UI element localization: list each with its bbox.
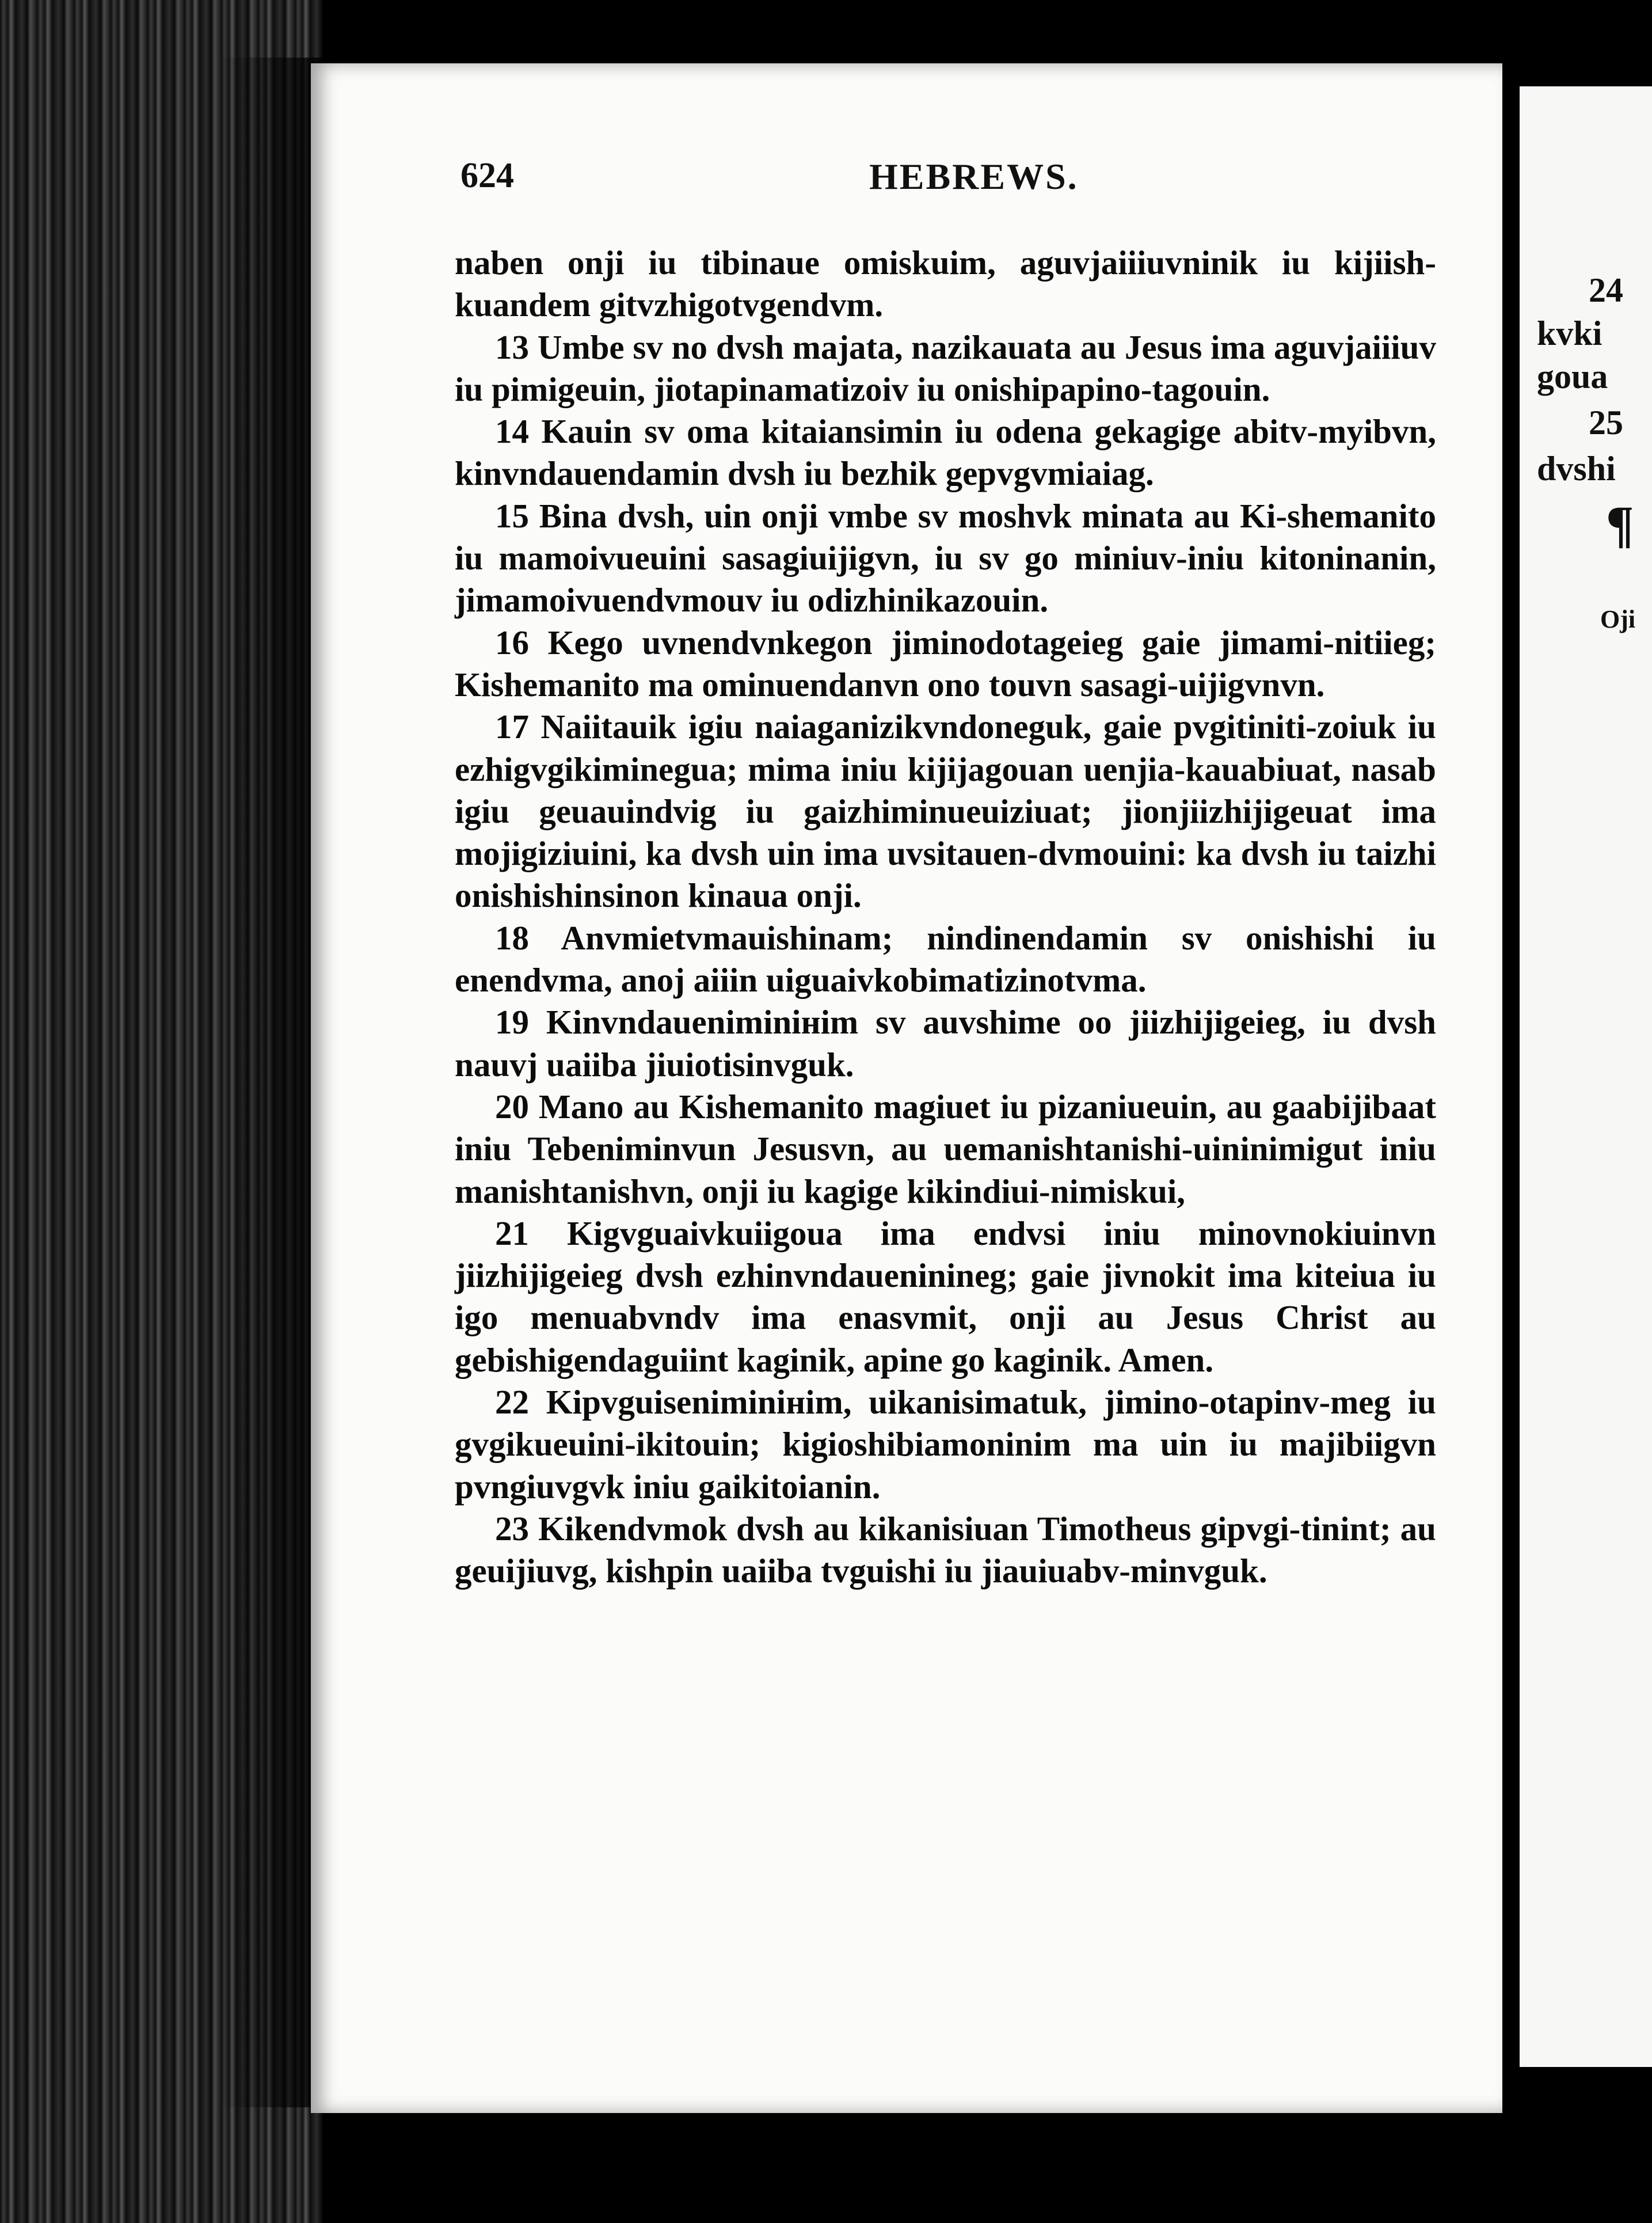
page-header [460, 155, 1439, 202]
right-fragment: 24 [1589, 271, 1623, 309]
verse-19: 19 Kinvndaueniminінim sv auvshime oo jiizhijigeieg, iu dvsh nauvj uaiiba jiuiotisinvguk. [455, 1003, 1436, 1084]
verse-14: 14 Kauin sv oma kitaiansimin iu odena gekagige abitv-myibvn, kinvndauendamin dvsh iu bezhik gepvgvmiaiag. [455, 412, 1436, 493]
right-fragment: dvshi [1537, 450, 1616, 488]
gutter-shadow [219, 58, 322, 2107]
right-fragment: kvki [1537, 314, 1602, 352]
verse-17: 17 Naiitauik igiu naiaganizikvndoneguk, gaie pvgitiniti-zoiuk iu ezhigvgikiminegua; mima iniu kijijagouan uenjia-kauabiuat, nasab igiu geuauindvig iu gaizhiminueuiziuat; jionjiizhijigeuat ima mojigiziuini, ka dvsh uin ima uvsitauen-dvmouini: ka dvsh iu taizhi onishishinsinon kinaua onji. [455, 708, 1436, 915]
pilcrow-fragment: ¶ [1606, 496, 1634, 553]
paragraph: naben onji iu tibinaue omiskuim, aguvjaiiiuvninik iu kijiish-kuandem gitvzhigotvgendvm. [455, 244, 1436, 324]
verse-23: 23 Kikendvmok dvsh au kikanisiuan Timotheus gipvgi-tinint; au geuijiuvg, kishpin uaiiba tvguishi iu jiauiuabv-minvguk. [455, 1509, 1436, 1590]
right-fragment: 25 [1589, 404, 1623, 442]
verse-20: 20 Mano au Kishemanito magiuet iu pizaniueuin, au gaabijibaat iniu Tebeniminvun Jesusvn, au uemanishtanishi-uininimigut iniu manishtanishvn, onji iu kagige kikindiui-nimiskui, [455, 1087, 1436, 1210]
verse-15: 15 Bina dvsh, uin onji vmbe sv moshvk minata au Ki-shemanito iu mamoivueuini sasagiuijigvn, iu sv go miniuv-iniu kitoninanin, jimamoivuendvmouv iu odizhinikazouin. [455, 496, 1436, 620]
body-text [455, 242, 1436, 1593]
right-page-edge [1520, 86, 1652, 2067]
verse-16: 16 Kego uvnendvnkegon jiminodotageieg gaie jimami-nitiieg; Kishemanito ma ominuendanvn ono touvn sasagi-uijigvnvn. [455, 623, 1436, 704]
verse-18: 18 Anvmietvmauishinam; nindinendamin sv onishishi iu enendvma, anoj aiiin uiguaivkobimatizinotvma. [455, 918, 1436, 1000]
verse-21: 21 Kigvguaivkuiigoua ima endvsi iniu minovnokiuinvn jiizhijigeieg dvsh ezhinvndaueninineg; gaie jivnokit ima kiteiua iu igo menuabvndv ima enasvmit, onji au Jesus Christ au gebishigendaguiint kaginik, apine go kaginik. Amen. [455, 1214, 1436, 1379]
verse-22: 22 Kipvguiseniminінim, uikanisimatuk, jimino-otapinv-meg iu gvgikueuini-ikitouin; kigioshibiamoninim ma uin iu majibiigvn pvngiuvgvk iniu gaikitoianin. [455, 1383, 1436, 1506]
running-title: HEBREWS. [869, 156, 1079, 197]
verse-13: 13 Umbe sv no dvsh majata, nazikauata au Jesus ima aguvjaiiiuv iu pimigeuin, jiotapinamatizoiv iu onishipapino-tagouin. [455, 328, 1436, 408]
page-number: 624 [460, 156, 514, 195]
right-fragment: Oji [1600, 605, 1636, 633]
right-fragment: goua [1537, 358, 1608, 396]
